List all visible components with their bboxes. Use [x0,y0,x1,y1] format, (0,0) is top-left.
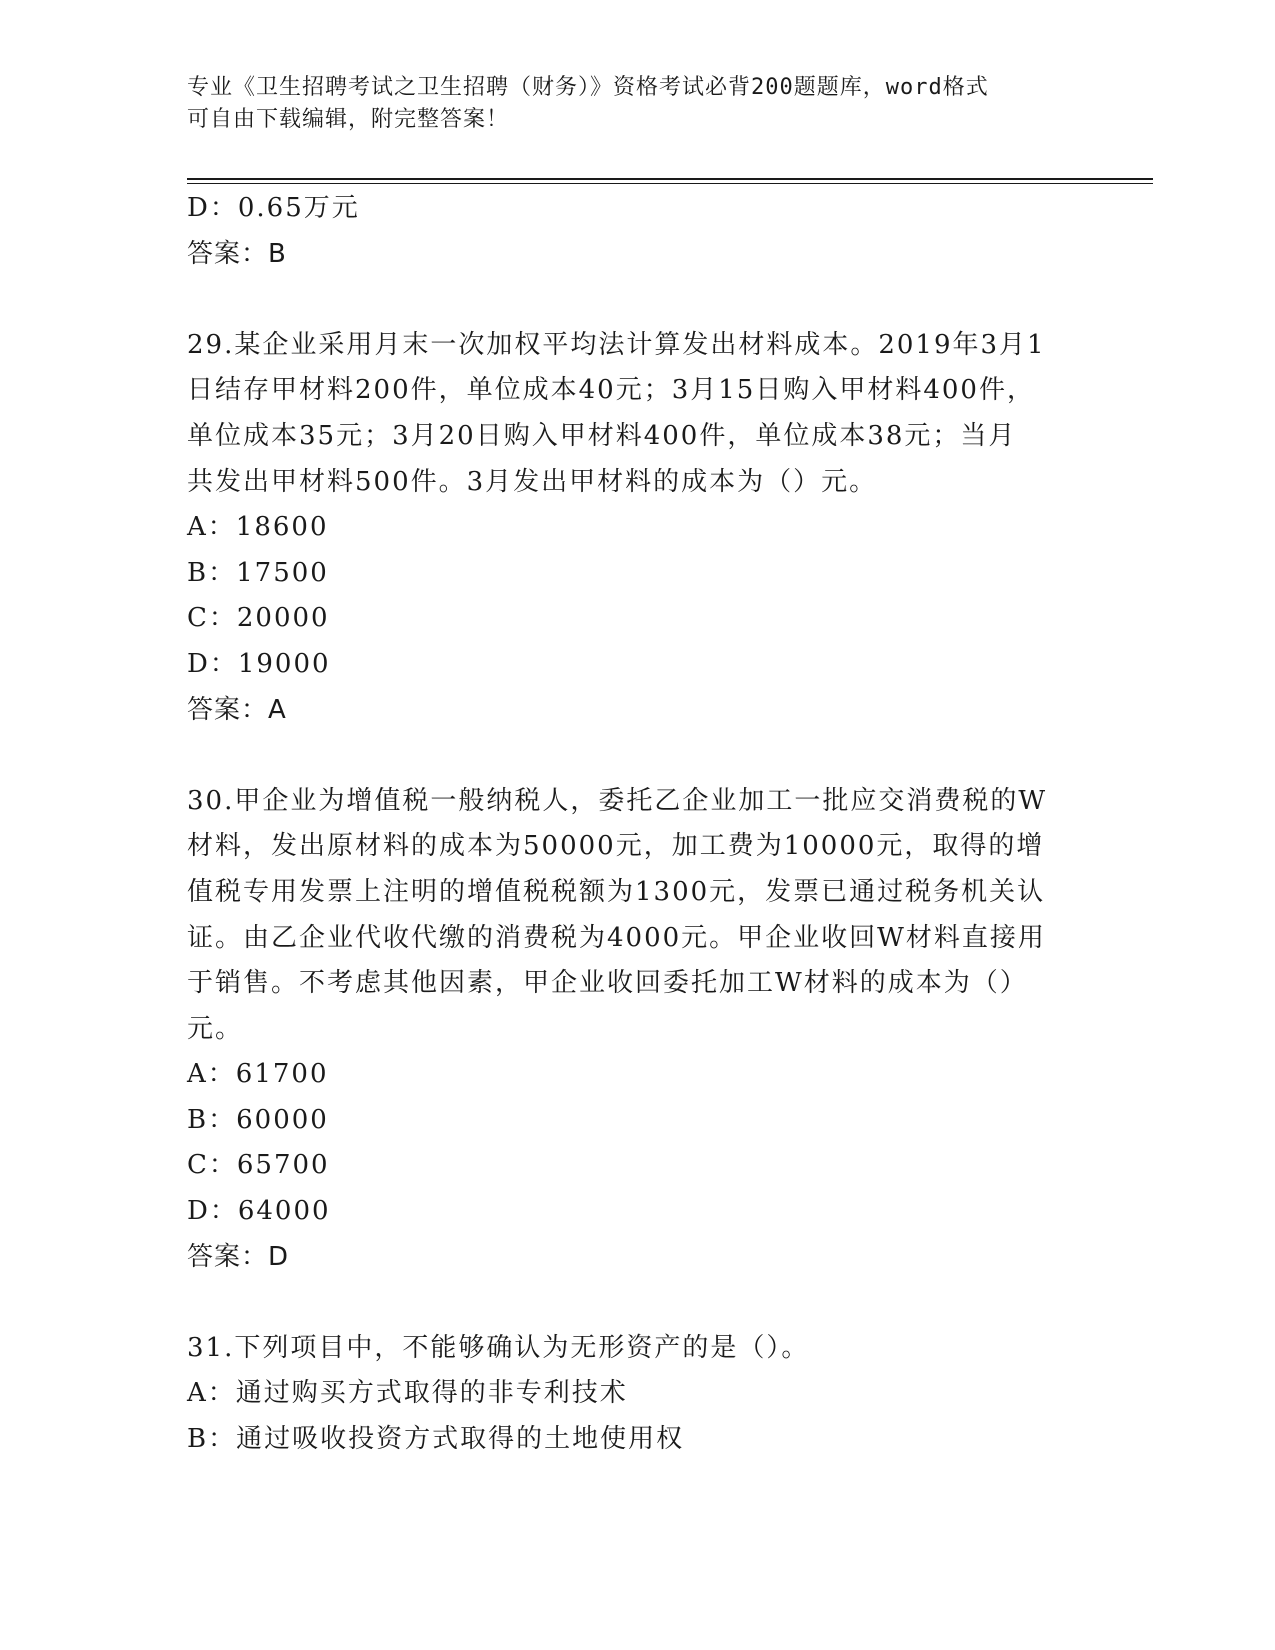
prev-answer: 答案：B [187,238,287,269]
question-30-line-5: 于销售。不考虑其他因素，甲企业收回委托加工W材料的成本为（） [187,968,1028,999]
question-30-answer: 答案：D [187,1241,290,1272]
question-29-option-b: B：17500 [187,557,329,588]
question-29-option-a: A：18600 [187,512,329,543]
header-line-1: 专业《卫生招聘考试之卫生招聘（财务）》资格考试必背200题题库，word格式 [187,75,989,100]
question-30-option-c: C：65700 [187,1150,330,1181]
question-30-option-b: B：60000 [187,1104,329,1135]
question-31-line-1: 31.下列项目中，不能够确认为无形资产的是（）。 [187,1332,810,1363]
question-29-line-4: 共发出甲材料500件。3月发出甲材料的成本为（）元。 [187,466,878,497]
question-31-option-a: A：通过购买方式取得的非专利技术 [187,1378,628,1409]
question-29 [187,323,1077,733]
prev-option-d: D：0.65万元 [187,193,360,223]
question-31-option-b: B：通过吸收投资方式取得的土地使用权 [187,1424,685,1455]
spacer [187,1280,1077,1326]
question-29-option-d: D：19000 [187,648,331,679]
question-30-line-4: 证。由乙企业代收代缴的消费税为4000元。甲企业收回W材料直接用 [187,922,1046,953]
question-30-line-2: 材料，发出原材料的成本为50000元，加工费为10000元，取得的增 [187,831,1045,862]
question-31 [187,1326,1077,1463]
header-rule-thin [187,183,1153,184]
question-30-option-d: D：64000 [187,1196,331,1227]
page-header [187,72,1067,136]
spacer [187,277,1077,323]
question-30-line-6: 元。 [187,1013,244,1044]
spacer [187,733,1077,779]
question-content [187,186,1077,1463]
question-29-answer: 答案：A [187,694,287,725]
question-30-option-a: A：61700 [187,1059,329,1090]
question-29-option-c: C：20000 [187,603,330,634]
question-29-line-3: 单位成本35元；3月20日购入甲材料400件，单位成本38元；当月 [187,420,1017,451]
question-29-line-2: 日结存甲材料200件，单位成本40元；3月15日购入甲材料400件， [187,375,1035,406]
question-30-line-1: 30.甲企业为增值税一般纳税人，委托乙企业加工一批应交消费税的W [187,785,1048,816]
header-rule-thick [187,178,1153,180]
header-line-2: 可自由下载编辑，附完整答案！ [187,107,510,132]
question-30 [187,779,1077,1281]
question-29-line-1: 29.某企业采用月末一次加权平均法计算发出材料成本。2019年3月1 [187,329,1046,360]
question-30-line-3: 值税专用发票上注明的增值税税额为1300元，发票已通过税务机关认 [187,876,1046,907]
